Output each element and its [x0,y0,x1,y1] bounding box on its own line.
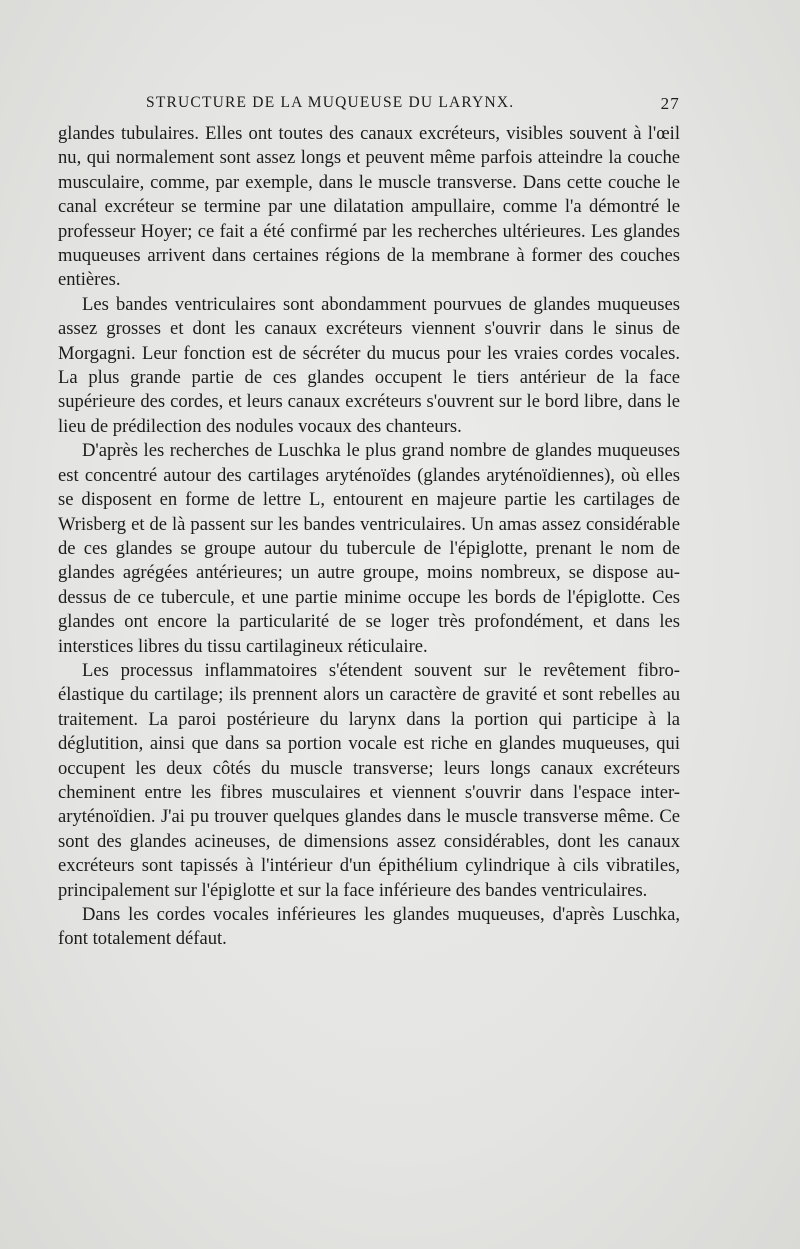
running-title: STRUCTURE DE LA MUQUEUSE DU LARYNX. [146,94,515,111]
paragraph-inflammatory-processes: Les processus inflammatoires s'étendent souvent sur le revêtement fibro-élastique du cartilage; ils prennent alors un caractère de gravité et sont rebelles au traitement. La paroi postérieure du larynx dans la portion qui participe à la déglutition, ainsi que dans sa portion vocale est riche en glandes muqueuses, qui occupent les deux côtés du muscle transverse; leurs longs canaux excréteurs cheminent entre les fibres musculaires et viennent s'ouvrir dans l'espace inter-aryténoïdien. J'ai pu trouver quelques glandes dans le muscle transverse même. Ce sont des glandes acineuses, de dimensions assez considérables, dont les canaux excréteurs sont tapissés à l'intérieur d'un épithélium cylindrique à cils vibratiles, principalement sur l'épiglotte et sur la face inférieure des bandes ventriculaires. [58,659,680,901]
body-text [58,122,680,952]
paragraph-inferior-vocal-cords: Dans les cordes vocales inférieures les glandes muqueuses, d'après Luschka, font totalement défaut. [58,904,680,950]
page-header [58,94,680,118]
page-number: 27 [660,94,680,113]
paragraph-continuation: glandes tubulaires. Elles ont toutes des canaux excréteurs, visibles souvent à l'œil nu, qui normalement sont assez longs et peuvent même parfois atteindre la couche musculaire, comme, par exemple, dans le muscle transverse. Dans cette couche le canal excréteur se termine par une dilatation ampullaire, comme l'a démontré le professeur Hoyer; ce fait a été confirmé par les recherches ultérieures. Les glandes muqueuses arrivent dans certaines régions de la membrane à former des couches entières. [58,123,680,291]
paragraph-ventricular-bands: Les bandes ventriculaires sont abondamment pourvues de glandes muqueuses assez grosses et dont les canaux excréteurs viennent s'ouvrir dans le sinus de Morgagni. Leur fonction est de sécréter du mucus pour les vraies cordes vocales. La plus grande partie de ces glandes occupent le tiers antérieur de la face supérieure des cordes, et leurs canaux excréteurs s'ouvrent sur le bord libre, dans le lieu de prédilection des nodules vocaux des chanteurs. [58,293,680,437]
paragraph-luschka-research: D'après les recherches de Luschka le plus grand nombre de glandes muqueuses est concentré autour des cartilages aryténoïdes (glandes aryténoïdiennes), où elles se disposent en forme de lettre L, entourent en majeure partie les cartilages de Wrisberg et de là passent sur les bandes ventriculaires. Un amas assez considérable de ces glandes se groupe autour du tubercule de l'épiglotte, prenant le nom de glandes agrégées antérieures; un autre groupe, moins nombreux, se dispose au-dessus de ce tubercule, et une partie minime occupe les bords de l'épiglotte. Ces glandes ont encore la particularité de se loger très profondément, et dans les interstices libres du tissu cartilagineux réticulaire. [58,440,680,657]
